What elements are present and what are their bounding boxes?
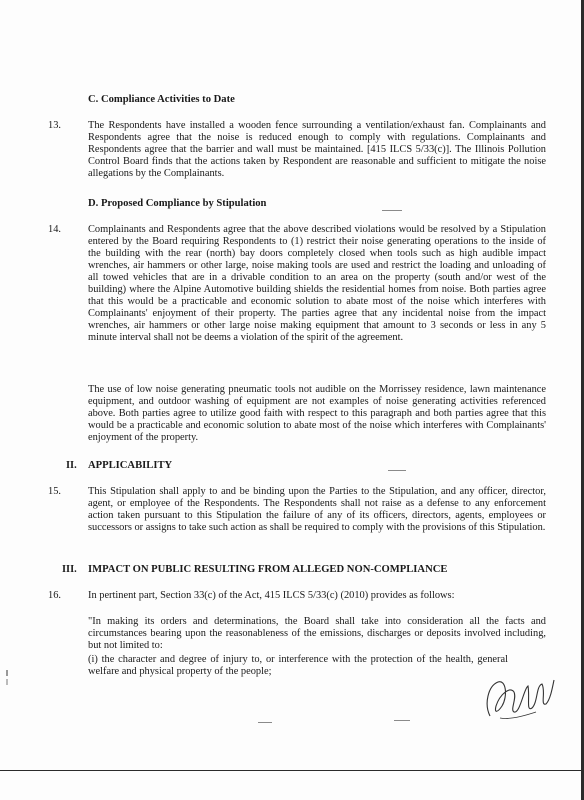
- paragraph-14-text: Complainants and Respondents agree that the above described violations would be resolved by a Stipulation entered by the Board requiring Respondents to (1) restrict their noise generating operations to the inside of the building with the rear (north) bay doors completely closed when tools such as high audible impact wrenches, air hammers or other large, noise making tools are used and restrict the loading and unloading of all towed vehicles that are in a drivable condition to an area on the property (south and/or west of the building) where the Alpine Automotive building shields the residential homes from noise. Both parties agree that this would be a practicable and economic solution to abate most of the noise which interferes with Complainants' enjoyment of their property. The parties agree that any incidental noise from the impact wrenches, air hammers or other large noise making equipment that amount to 3 seconds or less in any 5 minute interval shall not be deems a violation of the spirit of the agreement.: [88, 224, 546, 343]
- section-ii-number: II.: [66, 460, 77, 471]
- quote-paragraph-2: (i) the character and degree of injury to, or interference with the protection of the health, general welfare and physical property of the people;: [88, 654, 508, 677]
- scan-mark: [388, 470, 406, 471]
- paragraph-13-text: The Respondents have installed a wooden fence surrounding a ventilation/exhaust fan. Complainants and Respondents agree that the noise is reduced enough to comply with regulations. Complainants and Respondents agree that the barrier and wall must be maintained. [415 ILCS 5/33(c)]. The Illinois Pollution Control Board finds that the actions taken by Respondent are reasonable and sufficient to mitigate the noise allegations by the Complainants.: [88, 120, 546, 179]
- section-iii-heading: IMPACT ON PUBLIC RESULTING FROM ALLEGED NON-COMPLIANCE: [88, 564, 448, 575]
- scan-mark: [382, 210, 402, 211]
- section-d-heading: D. Proposed Compliance by Stipulation: [88, 198, 267, 209]
- paragraph-14-number: 14.: [48, 224, 61, 235]
- paragraph-13-number: 13.: [48, 120, 61, 131]
- paragraph-15-number: 15.: [48, 486, 61, 497]
- section-iii-number: III.: [62, 564, 77, 575]
- paragraph-14-continuation: The use of low noise generating pneumatic tools not audible on the Morrissey residence, lawn maintenance equipment, and outdoor washing of equipment are not examples of noise generating activities referenced above. Both parties agree to utilize good faith with respect to this paragraph and both parties agree that this would be a practicable and economic solution to abate most of the noise which interferes with Complainants' enjoyment of the property.: [88, 384, 546, 443]
- paragraph-16-text: In pertinent part, Section 33(c) of the Act, 415 ILCS 5/33(c) (2010) provides as follows:: [88, 590, 455, 601]
- quote-paragraph-1: "In making its orders and determinations, the Board shall take into consideration all the facts and circumstances bearing upon the reasonableness of the emissions, discharges or deposits involved including, but not limited to:: [88, 616, 546, 651]
- paragraph-15-text: This Stipulation shall apply to and be binding upon the Parties to the Stipulation, and any officer, director, agent, or employee of the Respondents. The Respondents shall not raise as a defense to any enforcement action taken pursuant to this Stipulation the failure of any of its officers, directors, agents, employees or successors or assigns to take such action as shall be required to comply with the provisions of this Stipulation.: [88, 486, 546, 533]
- page-bottom-border: [0, 770, 584, 771]
- scan-mark: [394, 720, 410, 721]
- section-c-heading: C. Compliance Activities to Date: [88, 94, 235, 105]
- scan-mark: [258, 722, 272, 723]
- initials-signature-icon: [480, 668, 560, 728]
- margin-scan-mark: [6, 670, 9, 688]
- paragraph-16-number: 16.: [48, 590, 61, 601]
- section-ii-heading: APPLICABILITY: [88, 460, 173, 471]
